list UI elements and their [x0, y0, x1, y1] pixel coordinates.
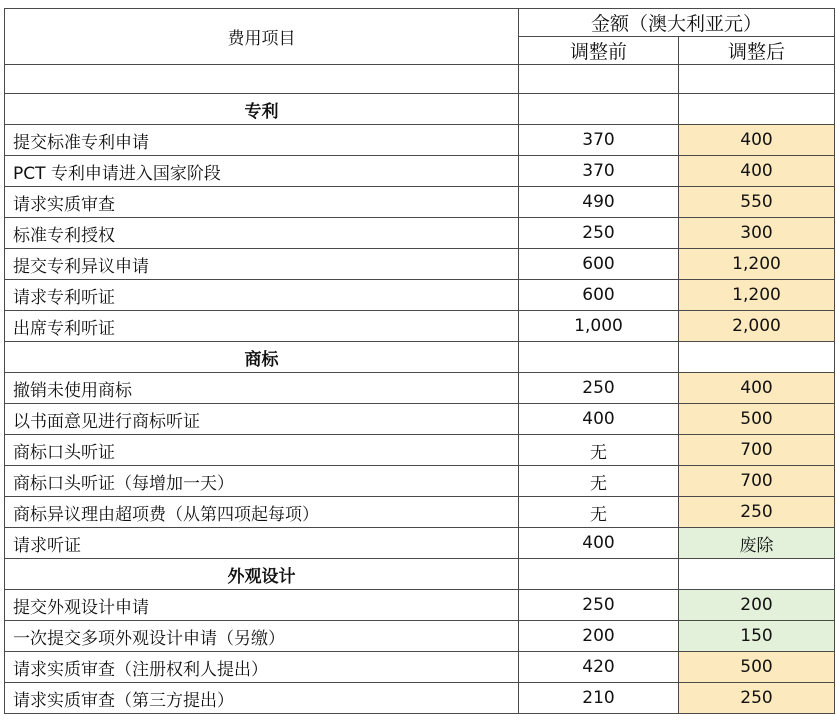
fee-after-amount: 2,000	[679, 311, 835, 342]
fee-row	[5, 187, 835, 218]
fee-before-amount: 250	[519, 373, 679, 404]
fee-after-amount: 200	[679, 590, 835, 621]
fee-before-amount: 无	[519, 497, 679, 528]
fee-row	[5, 590, 835, 621]
section-row	[5, 559, 835, 590]
fee-before-amount: 400	[519, 528, 679, 559]
fee-before-amount: 400	[519, 404, 679, 435]
fee-after-amount: 700	[679, 466, 835, 497]
fee-after-amount: 150	[679, 621, 835, 652]
fee-table	[4, 8, 835, 714]
fee-row	[5, 404, 835, 435]
fee-row	[5, 466, 835, 497]
fee-before-amount: 1,000	[519, 311, 679, 342]
fee-item-name: 商标口头听证	[5, 435, 519, 466]
fee-row	[5, 218, 835, 249]
amount-column-header: 金额（澳大利亚元）	[519, 9, 835, 37]
fee-item-name: 以书面意见进行商标听证	[5, 404, 519, 435]
fee-row	[5, 156, 835, 187]
fee-before-amount: 无	[519, 466, 679, 497]
item-column-header: 费用项目	[5, 9, 519, 65]
fee-after-amount: 550	[679, 187, 835, 218]
fee-item-name: 请求实质审查（注册权利人提出）	[5, 652, 519, 683]
section-row	[5, 94, 835, 125]
fee-item-name: 商标口头听证（每增加一天）	[5, 466, 519, 497]
section-empty-cell	[679, 342, 835, 373]
fee-row	[5, 373, 835, 404]
section-title: 专利	[5, 94, 519, 125]
fee-before-amount: 250	[519, 590, 679, 621]
section-empty-cell	[519, 94, 679, 125]
fee-row	[5, 528, 835, 559]
fee-item-name: 一次提交多项外观设计申请（另缴）	[5, 621, 519, 652]
fee-before-amount: 420	[519, 652, 679, 683]
empty-row	[5, 65, 835, 94]
empty-cell	[519, 65, 679, 94]
fee-item-name: 请求实质审查（第三方提出）	[5, 683, 519, 714]
header-row-top	[5, 9, 835, 37]
after-column-header: 调整后	[679, 37, 835, 65]
before-column-header: 调整前	[519, 37, 679, 65]
section-empty-cell	[519, 559, 679, 590]
fee-after-amount: 1,200	[679, 249, 835, 280]
fee-row	[5, 435, 835, 466]
fee-row	[5, 497, 835, 528]
fee-row	[5, 249, 835, 280]
fee-after-amount: 250	[679, 497, 835, 528]
fee-item-name: 请求实质审查	[5, 187, 519, 218]
fee-after-amount: 400	[679, 125, 835, 156]
fee-row	[5, 683, 835, 714]
fee-row	[5, 621, 835, 652]
fee-before-amount: 600	[519, 280, 679, 311]
fee-row	[5, 125, 835, 156]
fee-before-amount: 490	[519, 187, 679, 218]
fee-row	[5, 652, 835, 683]
fee-before-amount: 370	[519, 125, 679, 156]
empty-cell	[5, 65, 519, 94]
fee-item-name: 请求专利听证	[5, 280, 519, 311]
fee-after-amount: 400	[679, 373, 835, 404]
fee-table-body	[5, 9, 835, 714]
empty-cell	[679, 65, 835, 94]
fee-before-amount: 210	[519, 683, 679, 714]
section-title: 商标	[5, 342, 519, 373]
fee-after-amount: 500	[679, 652, 835, 683]
fee-row	[5, 280, 835, 311]
section-title: 外观设计	[5, 559, 519, 590]
fee-before-amount: 600	[519, 249, 679, 280]
fee-after-amount: 废除	[679, 528, 835, 559]
fee-after-amount: 700	[679, 435, 835, 466]
fee-item-name: 标准专利授权	[5, 218, 519, 249]
fee-before-amount: 200	[519, 621, 679, 652]
fee-before-amount: 250	[519, 218, 679, 249]
fee-item-name: 提交标准专利申请	[5, 125, 519, 156]
fee-after-amount: 300	[679, 218, 835, 249]
fee-item-name: 提交专利异议申请	[5, 249, 519, 280]
fee-before-amount: 370	[519, 156, 679, 187]
section-row	[5, 342, 835, 373]
fee-item-name: PCT 专利申请进入国家阶段	[5, 156, 519, 187]
fee-after-amount: 1,200	[679, 280, 835, 311]
fee-item-name: 商标异议理由超项费（从第四项起每项）	[5, 497, 519, 528]
fee-item-name: 提交外观设计申请	[5, 590, 519, 621]
fee-row	[5, 311, 835, 342]
section-empty-cell	[679, 94, 835, 125]
fee-item-name: 撤销未使用商标	[5, 373, 519, 404]
section-empty-cell	[679, 559, 835, 590]
section-empty-cell	[519, 342, 679, 373]
fee-after-amount: 400	[679, 156, 835, 187]
fee-item-name: 请求听证	[5, 528, 519, 559]
fee-after-amount: 500	[679, 404, 835, 435]
fee-after-amount: 250	[679, 683, 835, 714]
fee-item-name: 出席专利听证	[5, 311, 519, 342]
fee-before-amount: 无	[519, 435, 679, 466]
